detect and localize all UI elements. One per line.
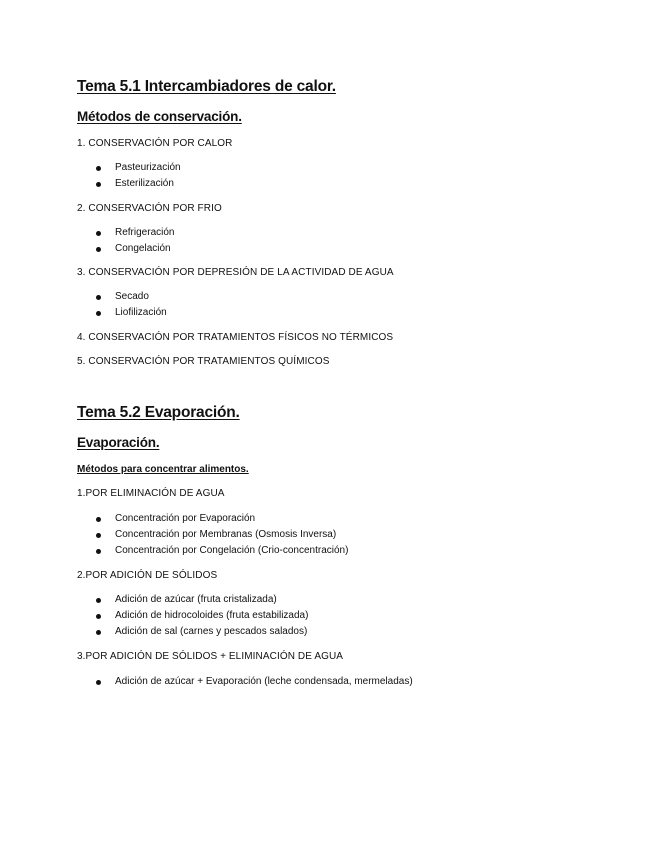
section2-group2-list <box>77 592 308 640</box>
list-item: Concentración por Congelación (Crio-concentración) <box>77 543 348 559</box>
section1-group1-heading: 1. CONSERVACIÓN POR CALOR <box>77 138 233 149</box>
bullet-icon <box>96 517 101 522</box>
bullet-icon <box>96 533 101 538</box>
list-item: Pasteurización <box>77 160 181 176</box>
section1-title: Tema 5.1 Intercambiadores de calor. <box>77 78 336 95</box>
list-item: Congelación <box>77 241 174 257</box>
section2-group2-heading: 2.POR ADICIÓN DE SÓLIDOS <box>77 570 218 581</box>
section1-group2-list <box>77 225 174 257</box>
section1-line4: 4. CONSERVACIÓN POR TRATAMIENTOS FÍSICOS NO TÉRMICOS <box>77 332 394 343</box>
bullet-icon <box>96 166 101 171</box>
section1-group3-heading: 3. CONSERVACIÓN POR DEPRESIÓN DE LA ACTIVIDAD DE AGUA <box>77 267 394 278</box>
section1-group3-list <box>77 289 167 321</box>
list-item: Concentración por Evaporación <box>77 511 348 527</box>
list-item: Secado <box>77 289 167 305</box>
section2-group1-heading: 1.POR ELIMINACIÓN DE AGUA <box>77 488 225 499</box>
section2-group3-list <box>77 674 413 690</box>
list-item: Esterilización <box>77 176 181 192</box>
section1-line5: 5. CONSERVACIÓN POR TRATAMIENTOS QUÍMICOS <box>77 356 330 367</box>
bullet-icon <box>96 295 101 300</box>
section1-subtitle: Métodos de conservación. <box>77 109 242 124</box>
section2-subtitle: Evaporación. <box>77 435 160 450</box>
list-item: Liofilización <box>77 305 167 321</box>
list-item: Concentración por Membranas (Osmosis Inversa) <box>77 527 348 543</box>
bullet-icon <box>96 630 101 635</box>
list-item: Refrigeración <box>77 225 174 241</box>
section2-group3-heading: 3.POR ADICIÓN DE SÓLIDOS + ELIMINACIÓN DE AGUA <box>77 651 344 662</box>
list-item: Adición de sal (carnes y pescados salados) <box>77 624 308 640</box>
bullet-icon <box>96 311 101 316</box>
bullet-icon <box>96 598 101 603</box>
bullet-icon <box>96 247 101 252</box>
list-item: Adición de azúcar (fruta cristalizada) <box>77 592 308 608</box>
section2-title: Tema 5.2 Evaporación. <box>77 404 240 421</box>
bullet-icon <box>96 680 101 685</box>
bullet-icon <box>96 231 101 236</box>
section1-group1-list <box>77 160 181 192</box>
list-item: Adición de azúcar + Evaporación (leche condensada, mermeladas) <box>77 674 413 690</box>
bullet-icon <box>96 614 101 619</box>
section1-group2-heading: 2. CONSERVACIÓN POR FRIO <box>77 203 222 214</box>
list-item: Adición de hidrocoloides (fruta estabilizada) <box>77 608 308 624</box>
bullet-icon <box>96 549 101 554</box>
section2-group1-list <box>77 511 348 559</box>
section2-subheading: Métodos para concentrar alimentos. <box>77 464 249 475</box>
bullet-icon <box>96 182 101 187</box>
